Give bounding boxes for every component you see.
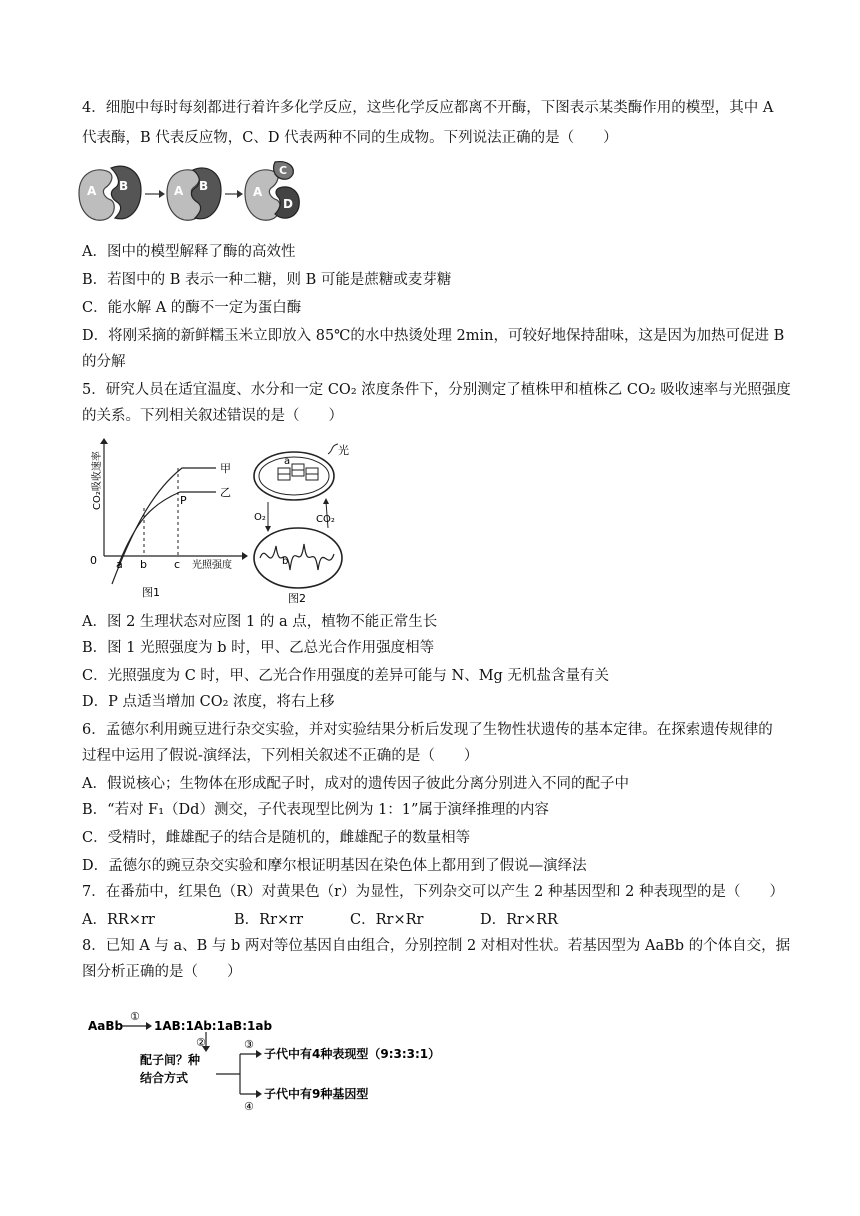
q8-step1: ① <box>130 1010 140 1023</box>
q8-gametes: 1AB:1Ab:1aB:1ab <box>154 1019 273 1033</box>
q5-fig1-tick-b: b <box>140 558 147 571</box>
q4-option-a[interactable]: A．图中的模型解释了酶的高效性 <box>82 244 296 260</box>
q6-stem-line1: 6．孟德尔利用豌豆进行杂交实验，并对实验结果分析后发现了生物性状遗传的基本定律。在探索遗传规律的 <box>82 722 773 738</box>
q8-combo-line1: 配子间？种 <box>140 1053 201 1067</box>
q4-label-a3: A <box>253 185 263 199</box>
q5-fig2-co2: CO₂ <box>316 514 335 525</box>
q4-enzyme-model-figure <box>75 158 305 228</box>
q4-option-d-line2[interactable]: 的分解 <box>82 354 126 370</box>
q8-aabb: AaBb <box>88 1019 124 1033</box>
q5-stem-line1: 5．研究人员在适宜温度、水分和一定 CO₂ 浓度条件下，分别测定了植株甲和植株乙 CO₂ 吸收速率与光照强度 <box>82 382 791 398</box>
q4-label-c: C <box>279 164 288 177</box>
q8-step4: ④ <box>244 1100 254 1113</box>
q4-label-b2: B <box>199 179 209 193</box>
q7-option-b[interactable]: B．Rr×rr <box>234 912 304 928</box>
q5-curve-yi <box>118 492 216 566</box>
q8-stem-line2: 图分析正确的是（ ） <box>82 964 242 980</box>
q4-label-a1: A <box>87 184 97 198</box>
q5-fig1-ylabel: CO₂吸收速率 <box>92 451 103 510</box>
q8-genotypes: 子代中有9种基因型 <box>264 1087 369 1101</box>
q4-stem-line2: 代表酶，B 代表反应物，C、D 代表两种不同的生成物。下列说法正确的是（ ） <box>82 130 618 146</box>
q5-fig2-caption: 图2 <box>288 592 306 605</box>
q5-fig1-tick-a: a <box>116 558 123 571</box>
q8-step2: ② <box>196 1036 206 1049</box>
q5-option-a[interactable]: A．图 2 生理状态对应图 1 的 a 点，植物不能正常生长 <box>82 614 438 630</box>
q7-option-a[interactable]: A．RR×rr <box>82 912 155 928</box>
q5-fig2-o2: O₂ <box>254 512 266 523</box>
q5-fig1-series-jia: 甲 <box>220 462 231 475</box>
q5-fig2-label-b: b <box>282 556 289 567</box>
q8-step3: ③ <box>244 1038 254 1051</box>
q5-fig1-series-yi: 乙 <box>220 486 231 499</box>
q4-stem-line1: 4．细胞中每时每刻都进行着许多化学反应，这些化学反应都离不开酶，下图表示某类酶作用的模型，其中 A <box>82 100 774 116</box>
q6-option-b[interactable]: B．“若对 F₁（Dd）测交，子代表现型比例为 1：1”属于演绎推理的内容 <box>82 802 549 818</box>
q5-option-d[interactable]: D．P 点适当增加 CO₂ 浓度，将右上移 <box>82 694 335 710</box>
q4-label-a2: A <box>174 184 184 198</box>
q6-option-d[interactable]: D．孟德尔的豌豆杂交实验和摩尔根证明基因在染色体上都用到了假说—演绎法 <box>82 858 587 874</box>
q5-fig1-tick-c: c <box>174 558 181 571</box>
q7-option-d[interactable]: D．Rr×RR <box>480 912 558 928</box>
q6-stem-line2: 过程中运用了假说-演绎法，下列相关叙述不正确的是（ ） <box>82 748 479 764</box>
q4-label-d: D <box>283 197 293 211</box>
q8-combo-line2: 结合方式 <box>140 1071 189 1085</box>
q8-phenotypes: 子代中有4种表现型（9:3:3:1） <box>264 1047 441 1061</box>
q5-fig2-label-a: a <box>284 456 291 467</box>
q5-figure1-chart <box>82 436 252 606</box>
q7-option-c[interactable]: C．Rr×Rr <box>350 912 424 928</box>
q8-flow-diagram <box>88 1008 441 1114</box>
q5-fig2-light: 光 <box>338 444 349 457</box>
q5-figure2-organelles <box>248 446 368 606</box>
q4-option-b[interactable]: B．若图中的 B 表示一种二糖，则 B 可能是蔗糖或麦芽糖 <box>82 272 452 288</box>
q6-option-a[interactable]: A．假说核心；生物体在形成配子时，成对的遗传因子彼此分离分别进入不同的配子中 <box>82 776 629 792</box>
q8-stem-line1: 8．已知 A 与 a、B 与 b 两对等位基因自由组合，分别控制 2 对相对性状。若基因型为 AaBb 的个体自交，据 <box>82 938 791 954</box>
q6-option-c[interactable]: C．受精时，雌雄配子的结合是随机的，雌雄配子的数量相等 <box>82 830 471 846</box>
q7-stem: 7．在番茄中，红果色（R）对黄果色（r）为显性，下列杂交可以产生 2 种基因型和 2 种表现型的是（ ） <box>82 884 784 900</box>
q7-options-row <box>82 910 558 930</box>
q5-fig1-caption: 图1 <box>142 586 160 599</box>
q5-stem-line2: 的关系。下列相关叙述错误的是（ ） <box>82 408 343 424</box>
q4-option-d-line1[interactable]: D．将刚采摘的新鲜糯玉米立即放入 85℃的水中热烫处理 2min，可较好地保持甜味，这是因为加热可促进 B <box>82 328 785 344</box>
q5-fig1-origin: 0 <box>90 554 97 567</box>
q5-fig1-xlabel: 光照强度 <box>192 560 232 571</box>
q5-option-b[interactable]: B．图 1 光照强度为 b 时，甲、乙总光合作用强度相等 <box>82 640 435 656</box>
q4-option-c[interactable]: C．能水解 A 的酶不一定为蛋白酶 <box>82 300 302 316</box>
q5-option-c[interactable]: C．光照强度为 C 时，甲、乙光合作用强度的差异可能与 N、Mg 无机盐含量有关 <box>82 668 609 684</box>
q4-label-b1: B <box>119 179 129 193</box>
q5-fig1-point-p: P <box>180 494 187 507</box>
